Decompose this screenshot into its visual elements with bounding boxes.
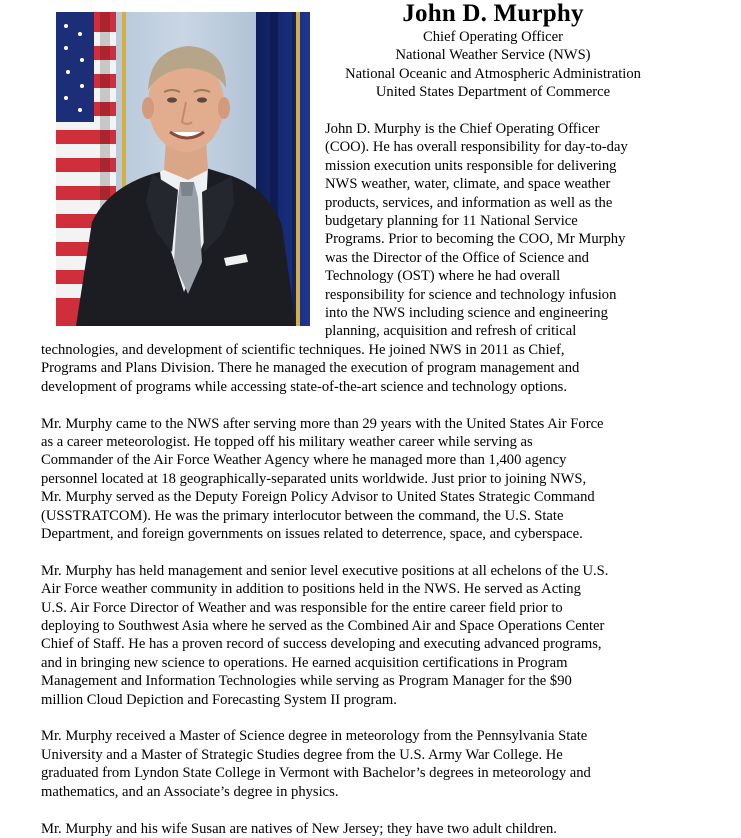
bio-line: development of programs while accessing state-of-the-art science and technology options. (41, 378, 568, 395)
paragraph-gap (41, 709, 681, 727)
bio-line: Programs. Prior to becoming the COO, Mr Murphy (325, 231, 626, 248)
bio-line: products, services, and information as well as the (325, 194, 613, 211)
bio-line: planning, acquisition and refresh of critical (325, 323, 577, 340)
organization-line: National Weather Service (NWS) (395, 47, 591, 64)
paragraph-gap (41, 396, 681, 414)
paragraph-family (41, 820, 681, 838)
bio-line: mathematics, and an Associate’s degree in physics. (41, 783, 339, 800)
bio-intro-wrap (325, 120, 665, 341)
bio-line: and in bringing new science to operations. He earned acquisition certifications in Program (41, 654, 568, 671)
bio-line: John D. Murphy is the Chief Operating Officer (325, 121, 600, 137)
paragraph-education (41, 727, 681, 801)
bio-line: technologies, and development of scientific techniques. He joined NWS in 2011 as Chief, (41, 342, 565, 358)
bio-line: Mr. Murphy came to the NWS after serving more than 29 years with the United States Air Force (41, 415, 604, 432)
bio-line: Mr. Murphy and his wife Susan are natives of New Jersey; they have two adult children. (41, 820, 557, 837)
paragraph-nws-career (41, 341, 681, 396)
bio-line: as a career meteorologist. He topped off his military weather career while serving as (41, 434, 533, 451)
bio-line: Mr. Murphy served as the Deputy Foreign Policy Advisor to United States Strategic Command (41, 489, 595, 506)
bio-line: deploying to Southwest Asia where he served as the Combined Air and Space Operations Center (41, 618, 605, 635)
bio-line: Programs and Plans Division. There he managed the execution of program management and (41, 360, 580, 377)
bio-line: was the Director of the Office of Science and (325, 249, 589, 266)
paragraph-gap (41, 801, 681, 819)
job-title: Chief Operating Officer (423, 29, 563, 45)
bio-line: Chief of Staff. He has a proven record of success developing and executing advanced programs, (41, 636, 602, 653)
bio-line: into the NWS including science and engineering (325, 305, 608, 322)
portrait-illustration (56, 12, 310, 326)
bio-line: NWS weather, water, climate, and space weather (325, 176, 611, 193)
parent-agency-line: National Oceanic and Atmospheric Administration (345, 65, 641, 82)
bio-line: budgetary planning for 11 National Service (325, 213, 578, 230)
paragraph-air-force (41, 415, 681, 544)
bio-line: (COO). He has overall responsibility for day-to-day (325, 139, 628, 156)
bio-body (41, 341, 681, 838)
bio-line: personnel located at 18 geographically-separated units worldwide. Just prior to joining NWS, (41, 470, 587, 487)
bio-line: graduated from Lyndon State College in Vermont with Bachelor’s degrees in meteorology and (41, 765, 591, 782)
bio-line: Management and Information Technologies while serving as Program Manager for the $90 (41, 673, 572, 690)
bio-line: Commander of the Air Force Weather Agency where he managed more than 1,400 agency (41, 452, 567, 469)
bio-header (325, 0, 661, 102)
bio-line: Mr. Murphy has held management and senior level executive positions at all echelons of the U.S. (41, 562, 609, 579)
bio-line: responsibility for science and technology infusion (325, 286, 617, 303)
bio-line: (USSTRATCOM). He was the primary interlocutor between the command, the U.S. State (41, 507, 564, 524)
bio-line: U.S. Air Force Director of Weather and was responsible for the entire career field prior to (41, 599, 563, 616)
bio-line: Mr. Murphy received a Master of Science degree in meteorology from the Pennsylvania State (41, 728, 588, 745)
bio-line: Air Force weather community in addition to positions held in the NWS. He served as Acting (41, 581, 581, 598)
paragraph-gap (41, 543, 681, 561)
person-name: John D. Murphy (402, 0, 584, 27)
bio-line: million Cloud Depiction and Forecasting System II program. (41, 691, 397, 708)
paragraph-management (41, 562, 681, 709)
bio-line: Technology (OST) where he had overall (325, 268, 561, 285)
bio-line: Department, and foreign governments on issues related to deterrence, space, and cyberspace. (41, 526, 583, 543)
department-line: United States Department of Commerce (375, 84, 611, 101)
portrait-photo (56, 12, 310, 326)
bio-line: mission execution units responsible for delivering (325, 157, 617, 174)
bio-line: University and a Master of Strategic Studies degree from the U.S. Army War College. He (41, 746, 563, 763)
